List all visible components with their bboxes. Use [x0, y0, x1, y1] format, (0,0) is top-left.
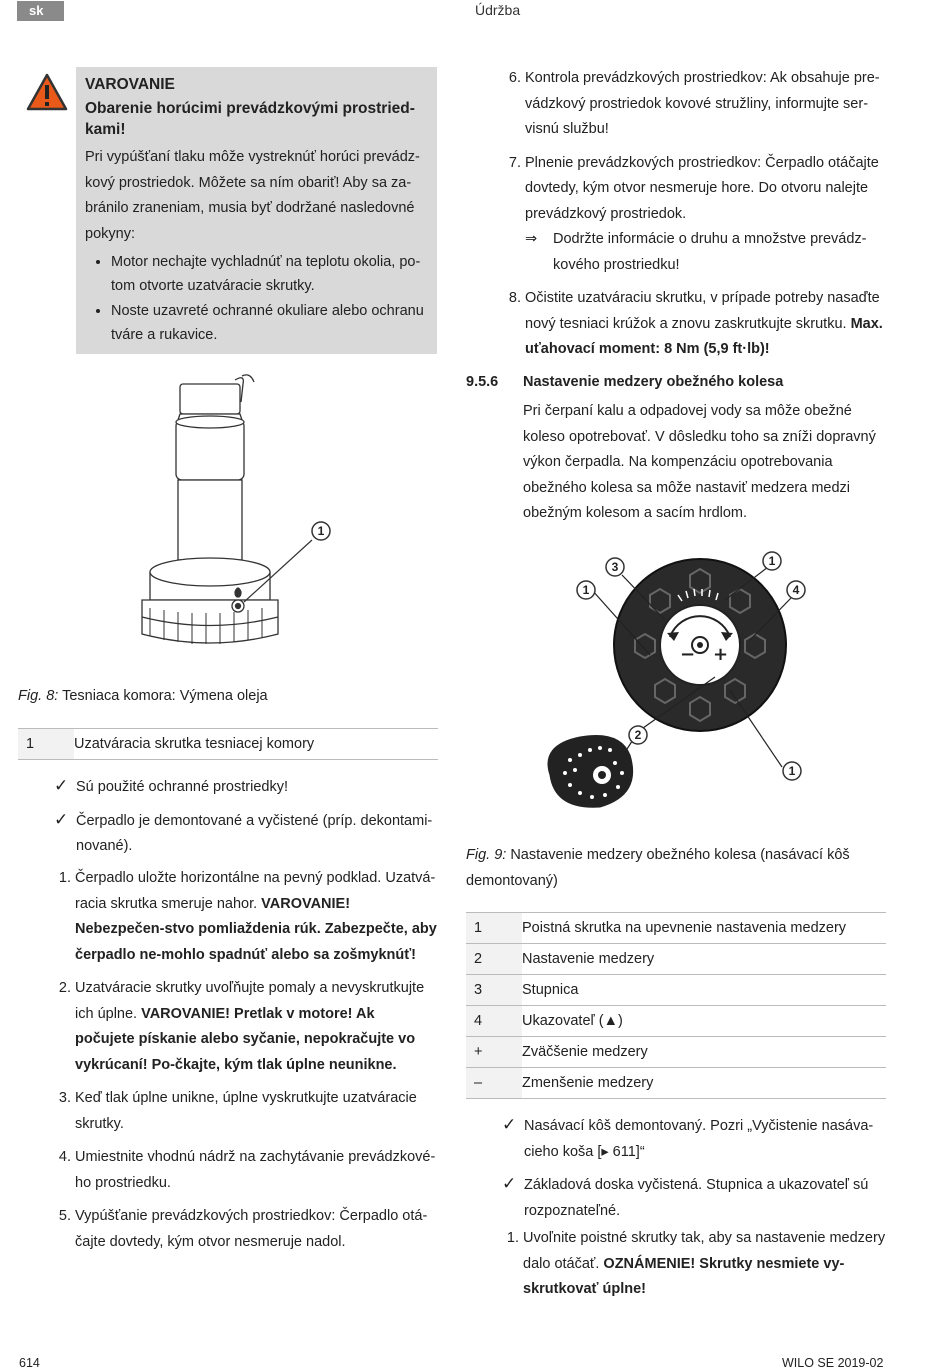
warning-triangle-icon [26, 72, 68, 112]
step-item: 7. Plnenie prevádzkových prostriedkov: Čerpadlo otáčajte dovtedy, kým otvor nesmeruje hore. Do otvoru nalejte prevádzkový prostriedok. ⇒ Dodržte informácie o druhu a množstve prevádz-kového prostriedku! [525, 151, 887, 279]
fig8-callout [312, 522, 330, 540]
checkmark-icon: ✓ [54, 809, 69, 829]
section-number: 9.5.6 [466, 374, 499, 390]
warning-bullets [85, 250, 427, 347]
fig8-caption [18, 684, 438, 710]
legend-key: + [466, 1037, 522, 1068]
check-item: ✓ Nasávací kôš demontovaný. Pozri „Vyčistenie nasáva-cieho koša [▸ 611]“ [502, 1114, 887, 1165]
svg-text:+: + [713, 644, 729, 665]
svg-text:1: 1 [317, 524, 325, 538]
warning-body: Pri vypúšťaní tlaku môže vystreknúť horúci prevádz-kový prostriedok. Môžete sa ním obariť! Aby sa za-bránilo zraneniam, musia byť dodržané nasledovné pokyny: [85, 149, 420, 242]
warning-subtitle: Obarenie horúcimi prevádzkovými prostried-kami! [85, 100, 415, 138]
right-steps-2 [505, 1226, 887, 1311]
step-item: 6. Kontrola prevádzkových prostriedkov: Ak obsahuje pre-vádzkový prostriedok kovové stružliny, informujte ser-visnú službu! [525, 66, 887, 143]
step-item: 3. Keď tlak úplne unikne, úplne vyskrutkujte uzatváracie skrutky. [75, 1086, 438, 1137]
legend-key: 1 [466, 913, 522, 944]
page-number: 614 [19, 1356, 40, 1370]
check-item: ✓ Základová doska vyčistená. Stupnica a ukazovateľ sú rozpoznateľné. [502, 1173, 887, 1224]
check-item: ✓ Sú použité ochranné prostriedky! [54, 775, 438, 801]
warning-bullet: • Noste uzavreté ochranné okuliare alebo ochranu tváre a rukavice. [111, 299, 427, 347]
fig8-caption-label: Fig. 8: [18, 688, 59, 704]
legend-key: 2 [466, 944, 522, 975]
right-steps [507, 66, 887, 371]
warning-bullet: • Motor nechajte vychladnúť na teplotu okolia, po-tom otvorte uzatváracie skrutky. [111, 250, 427, 298]
fig8-caption-text: Tesniaca komora: Výmena oleja [62, 688, 268, 704]
legend-text: Stupnica [522, 975, 886, 1006]
legend-key: 3 [466, 975, 522, 1006]
right-checklist [502, 1114, 887, 1232]
svg-text:−: − [680, 644, 696, 665]
legend-text: Uzatváracia skrutka tesniacej komory [74, 729, 438, 760]
legend-key: – [466, 1068, 522, 1099]
svg-text:1: 1 [788, 764, 796, 778]
left-checklist [54, 775, 438, 868]
svg-text:4: 4 [792, 583, 800, 597]
fig9-legend [466, 912, 886, 1099]
footer-brand: WILO SE 2019-02 [782, 1356, 884, 1370]
checkmark-icon: ✓ [502, 1174, 517, 1193]
fig9-caption-label: Fig. 9: [466, 847, 507, 863]
pump-illustration [120, 372, 460, 672]
step-item: 1. Uvoľnite poistné skrutky tak, aby sa nastavenie medzery dalo otáčať. OZNÁMENIE! Skrutky nesmiete vy-skrutkovať úplne! [523, 1226, 887, 1303]
step-item: 1. Čerpadlo uložte horizontálne na pevný podklad. Uzatvá-racia skrutka smeruje nahor. VAROVANIE! Nebezpečen-stvo pomliaždenia rúk. Zabezpečte, aby čerpadlo ne-mohlo spadnúť alebo sa zošmyknúť! [75, 866, 438, 968]
legend-row [466, 944, 886, 975]
language-tag: sk [17, 1, 64, 21]
fig9-caption [466, 843, 866, 894]
section-title: Nastavenie medzery obežného kolesa [523, 374, 784, 390]
fig9-caption-text: Nastavenie medzery obežného kolesa (nasávací kôš demontovaný) [466, 847, 850, 889]
step-item: 2. Uzatváracie skrutky uvoľňujte pomaly a nevyskrutkujte ich úplne. VAROVANIE! Pretlak v motore! Ak počujete pískanie alebo syčanie, nepokračujte vo vykrúcaní! Po-čkajte, kým tlak úplne neunikne. [75, 976, 438, 1078]
checkmark-icon: ✓ [502, 1115, 517, 1134]
step-item: 8. Očistite uzatváraciu skrutku, v prípade potreby nasaďte nový tesniaci krúžok a znovu zaskrutkujte skrutku. Max. uťahovací moment: 8 Nm (5,9 ft·lb)! [525, 286, 887, 363]
svg-text:2: 2 [634, 728, 642, 742]
legend-row [18, 729, 438, 760]
svg-text:1: 1 [768, 554, 776, 568]
svg-text:3: 3 [611, 560, 619, 574]
section-body: Pri čerpaní kalu a odpadovej vody sa môže obežné koleso opotrebovať. V dôsledku toho sa zníži dopravný výkon čerpadla. Na kompenzáciu opotrebovania obežného kolesa sa môže nastaviť medzera medzi obežným kolesom a sacím hrdlom. [523, 403, 876, 521]
legend-text: Nastavenie medzery [522, 944, 886, 975]
chapter-title: Údržba [475, 2, 521, 18]
legend-row [466, 1006, 886, 1037]
legend-row [466, 913, 886, 944]
result-note: ⇒ Dodržte informácie o druhu a množstve prevádz-kového prostriedku! [525, 227, 887, 278]
result-arrow-icon: ⇒ [525, 231, 538, 247]
warning-title: VAROVANIE [85, 76, 175, 93]
legend-text: Zmenšenie medzery [522, 1068, 886, 1099]
warning-box [76, 67, 437, 354]
legend-text: Ukazovateľ (▲) [522, 1006, 886, 1037]
section-heading [466, 374, 783, 390]
legend-text: Poistná skrutka na upevnenie nastavenia medzery [522, 913, 886, 944]
checkmark-icon: ✓ [54, 776, 69, 795]
legend-row [466, 975, 886, 1006]
legend-key: 1 [18, 729, 74, 760]
svg-text:1: 1 [582, 583, 590, 597]
impeller-gap-illustration [530, 545, 820, 820]
left-steps [57, 866, 438, 1263]
legend-row [466, 1068, 886, 1099]
step-item: 5. Vypúšťanie prevádzkových prostriedkov: Čerpadlo otá-čajte dovtedy, kým otvor nesmeruje nadol. [75, 1204, 438, 1255]
legend-key: 4 [466, 1006, 522, 1037]
step-item: 4. Umiestnite vhodnú nádrž na zachytávanie prevádzkové-ho prostriedku. [75, 1145, 438, 1196]
legend-row [466, 1037, 886, 1068]
fig8-legend [18, 728, 438, 760]
check-item: ✓ Čerpadlo je demontované a vyčistené (príp. dekontami-nované). [54, 809, 438, 860]
legend-text: Zväčšenie medzery [522, 1037, 886, 1068]
